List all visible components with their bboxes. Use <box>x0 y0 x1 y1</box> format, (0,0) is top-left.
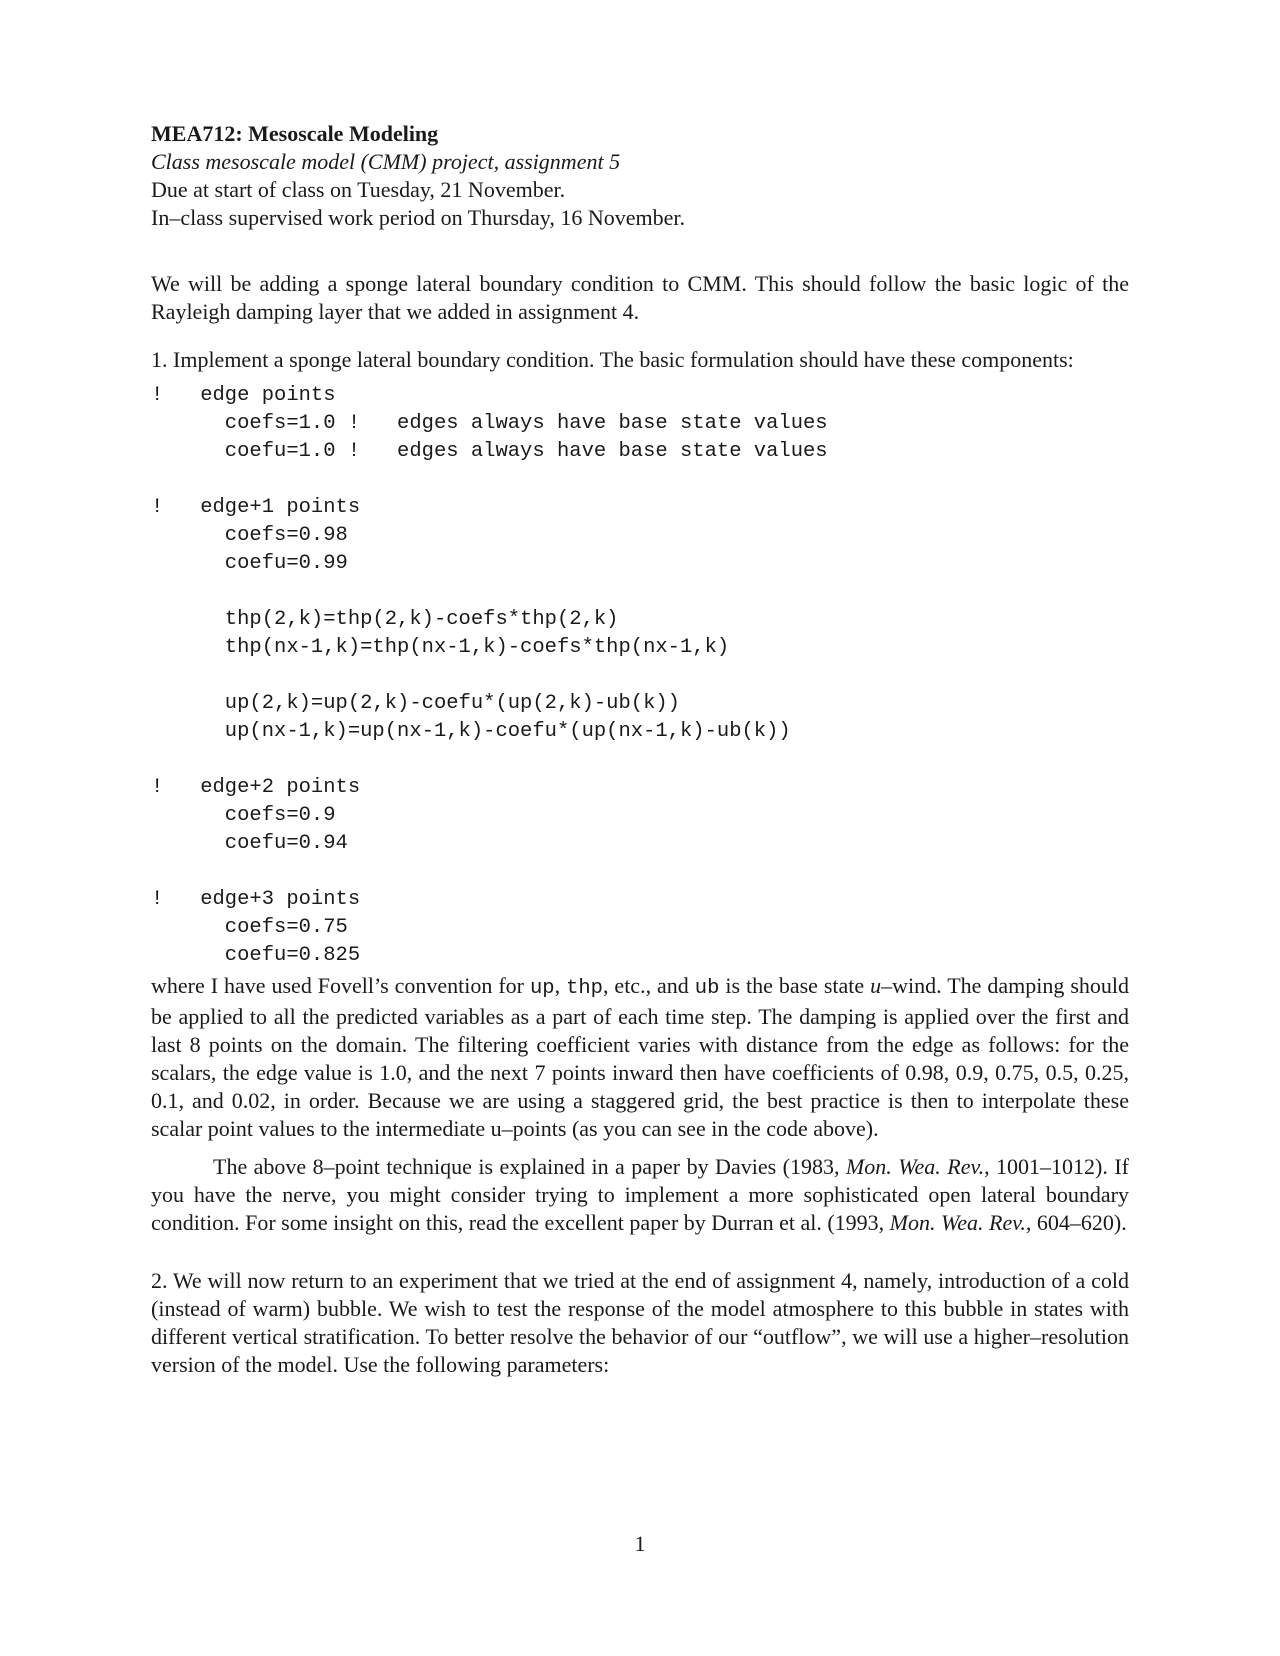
task2-paragraph: 2. We will now return to an experiment that we tried at the end of assignment 4, namely, introduction of a cold (instead of warm) bubble. We wish to test the response of the model atmosphere to this bubble in states with different vertical stratification. To better resolve the behavior of our “outflow”, we will use a higher–resolution version of the model. Use the following parameters: <box>151 1268 1129 1377</box>
code-line: coefs=1.0 ! edges always have base state values <box>151 412 828 435</box>
code-block <box>151 382 1129 970</box>
code-line: ! edge+1 points <box>151 496 361 519</box>
code-line: ! edge+3 points <box>151 888 361 911</box>
course-title: MEA712: Mesoscale Modeling <box>151 121 439 146</box>
code-line: coefu=0.94 <box>151 832 348 855</box>
code-line: up(nx-1,k)=up(nx-1,k)-coefu*(up(nx-1,k)-ub(k)) <box>151 720 791 743</box>
code-line: coefu=1.0 ! edges always have base state values <box>151 440 828 463</box>
damping-explanation-paragraph <box>151 972 1129 1143</box>
inline-code-thp: thp <box>566 977 603 1000</box>
text-run: –wind. The damping should be applied to all the predicted variables as a part of each time step. The damping is applied over the first and last 8 points on the domain. The filtering coefficient varies with distance from the edge as follows: for the scalars, the edge value is 1.0, and the next 7 points inward then have coefficients of 0.98, 0.9, 0.75, 0.5, 0.25, 0.1, and 0.02, in order. Because we are using a staggered grid, the best practice is then to interpolate these scalar point values to the intermediate u–points (as you can see in the code above). <box>151 973 1130 1141</box>
task1-paragraph: 1. Implement a sponge lateral boundary condition. The basic formulation should have these components: <box>151 347 1074 372</box>
project-subtitle: Class mesoscale model (CMM) project, assignment 5 <box>151 149 621 174</box>
text-run: , 604–620). <box>1025 1210 1127 1235</box>
math-u: u <box>870 973 882 998</box>
intro-paragraph: We will be adding a sponge lateral boundary condition to CMM. This should follow the basic logic of the Rayleigh damping layer that we added in assignment 4. <box>151 271 1129 324</box>
page-number: 1 <box>634 1531 646 1556</box>
code-line: ! edge+2 points <box>151 776 361 799</box>
code-line: coefu=0.825 <box>151 944 361 967</box>
code-line: coefs=0.9 <box>151 804 336 827</box>
journal-name: Mon. Wea. Rev. <box>845 1154 985 1179</box>
journal-name: Mon. Wea. Rev. <box>889 1210 1026 1235</box>
text-run: is the base state <box>719 973 871 998</box>
code-line: coefu=0.99 <box>151 552 348 575</box>
document-page <box>151 120 1129 1379</box>
code-line: coefs=0.98 <box>151 524 348 547</box>
davies-paragraph <box>151 1153 1129 1237</box>
text-run: , 1001–1012). If you have the nerve, you might consider trying to implement a more sophisticated open lateral boundary condition. For some insight on this, read the excellent paper by Durran et al. (1993, <box>151 1154 1130 1235</box>
code-line: coefs=0.75 <box>151 916 348 939</box>
text-run: , <box>554 973 567 998</box>
code-line: thp(2,k)=thp(2,k)-coefs*thp(2,k) <box>151 608 619 631</box>
inline-code-up: up <box>529 977 555 1000</box>
text-run: , etc., and <box>602 973 695 998</box>
text-run: where I have used Fovell’s convention for <box>151 973 530 998</box>
code-line: up(2,k)=up(2,k)-coefu*(up(2,k)-ub(k)) <box>151 692 680 715</box>
code-line: ! edge points <box>151 384 336 407</box>
work-period: In–class supervised work period on Thursday, 16 November. <box>151 205 686 230</box>
due-date: Due at start of class on Tuesday, 21 November. <box>151 177 566 202</box>
inline-code-ub: ub <box>694 977 720 1000</box>
text-run: The above 8–point technique is explained in a paper by Davies (1983, <box>213 1154 846 1179</box>
code-line: thp(nx-1,k)=thp(nx-1,k)-coefs*thp(nx-1,k) <box>151 636 730 659</box>
